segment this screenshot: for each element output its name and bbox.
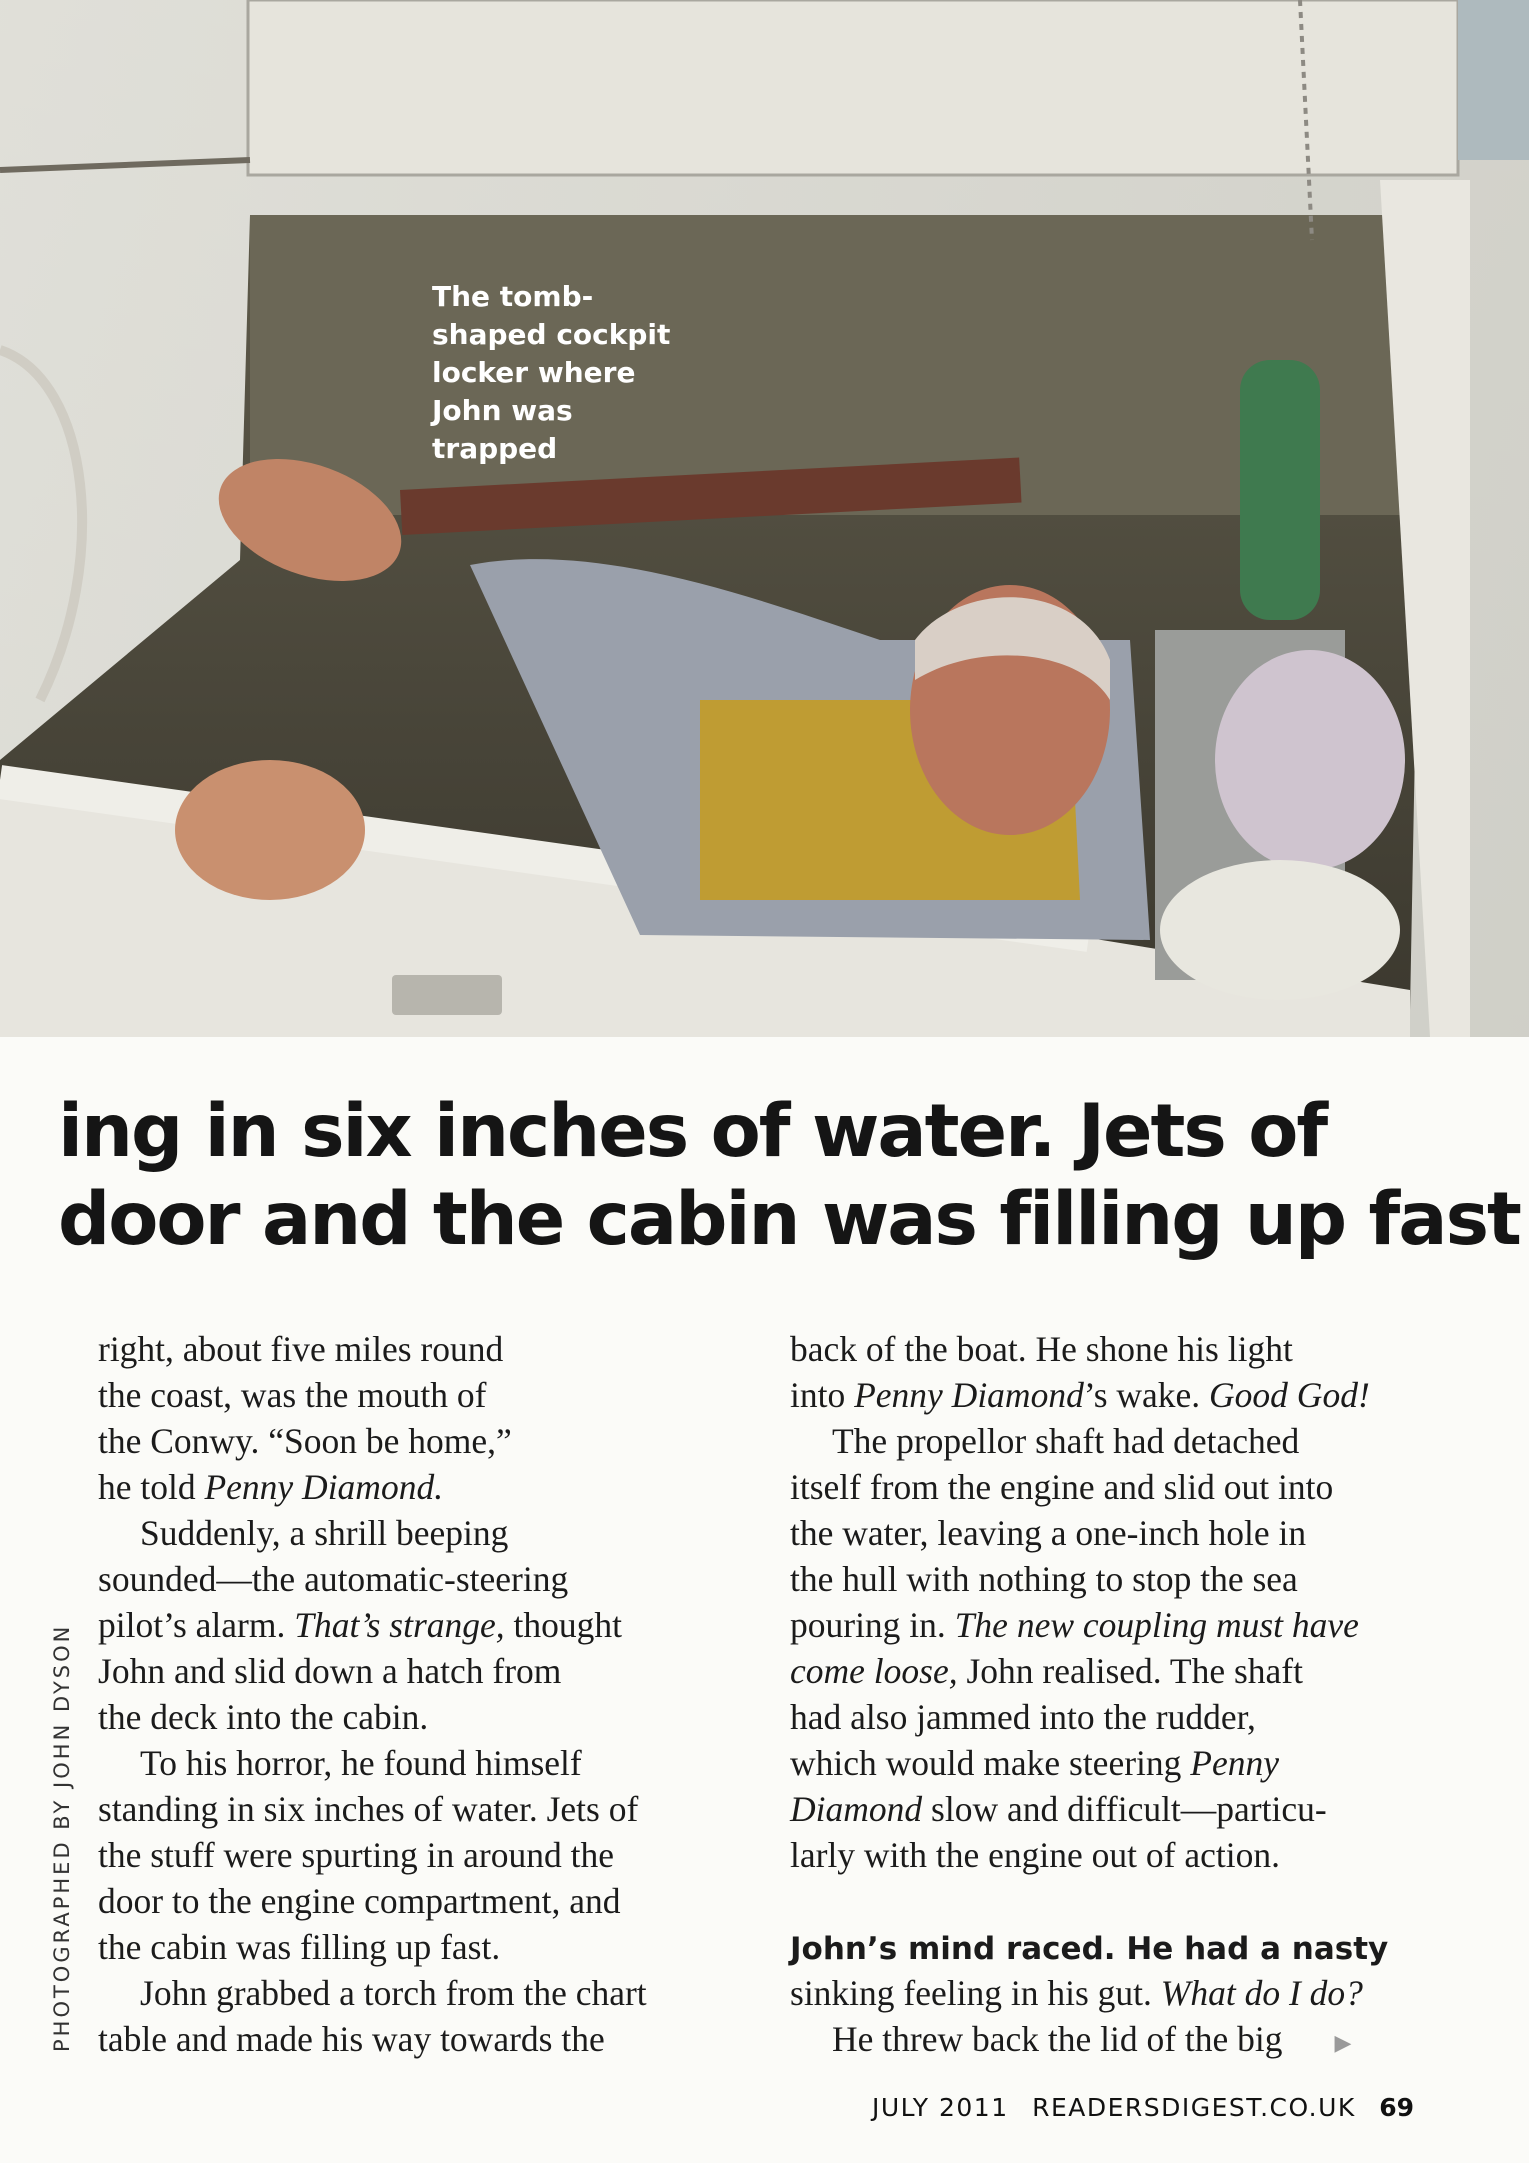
text-segment: the hull with nothing to stop the sea — [790, 1559, 1298, 1599]
text-line — [790, 1924, 1450, 1970]
italic-text: Penny — [1190, 1743, 1279, 1783]
text-line — [98, 1786, 738, 1832]
text-segment: itself from the engine and slid out into — [790, 1467, 1334, 1507]
text-segment: thought — [504, 1605, 622, 1645]
italic-text: Good God! — [1209, 1375, 1370, 1415]
text-segment: ’s wake. — [1083, 1375, 1210, 1415]
cockpit-locker-photo — [0, 0, 1529, 1037]
text-segment: back of the boat. He shone his light — [790, 1329, 1293, 1369]
text-segment: the cabin was filling up fast. — [98, 1927, 501, 1967]
text-segment: the stuff were spurting in around the — [98, 1835, 614, 1875]
text-line — [790, 1786, 1450, 1832]
text-line — [790, 1418, 1450, 1464]
italic-text: come loose, — [790, 1651, 958, 1691]
footer-site: READERSDIGEST.CO.UK — [1032, 2093, 1356, 2122]
run-in-bold: John’s mind raced. He had a nasty — [790, 1931, 1389, 1967]
pull-quote-line: door and the cabin was filling up fast — [58, 1177, 1520, 1262]
text-segment: standing in six inches of water. Jets of — [98, 1789, 639, 1829]
italic-text: What do I do? — [1160, 1973, 1363, 2013]
text-line — [790, 1326, 1450, 1372]
text-line — [790, 1970, 1450, 2016]
text-line — [98, 1510, 738, 1556]
text-line — [98, 1694, 738, 1740]
text-segment: John realised. The shaft — [957, 1651, 1303, 1691]
text-segment: right, about five miles round — [98, 1329, 504, 1369]
text-line — [98, 1418, 738, 1464]
text-line — [790, 1602, 1450, 1648]
text-segment: He threw back the lid of the big — [832, 2019, 1283, 2059]
text-segment: sinking feeling in his gut. — [790, 1973, 1161, 2013]
text-line — [98, 1326, 738, 1372]
pull-quote-line: ing in six inches of water. Jets of — [58, 1089, 1327, 1174]
continue-arrow-icon: ▶ — [1334, 2029, 1352, 2055]
article-column-left — [98, 1326, 738, 2062]
text-line — [790, 1372, 1450, 1418]
text-segment: which would make steering — [790, 1743, 1191, 1783]
italic-text: That’s strange, — [294, 1605, 505, 1645]
text-line — [98, 1740, 738, 1786]
text-line — [790, 1832, 1450, 1878]
article-photo — [0, 0, 1529, 1037]
text-line — [790, 1464, 1450, 1510]
text-line — [98, 1970, 738, 2016]
italic-text: Diamond — [790, 1789, 923, 1829]
text-line — [790, 1878, 1450, 1924]
text-line — [790, 1694, 1450, 1740]
text-line — [790, 1510, 1450, 1556]
text-line — [790, 1556, 1450, 1602]
text-segment: larly with the engine out of action. — [790, 1835, 1280, 1875]
text-segment: slow and difficult—particu- — [922, 1789, 1327, 1829]
text-line — [98, 1648, 738, 1694]
italic-text: Penny Diamond — [854, 1375, 1084, 1415]
pull-quote — [58, 1088, 1520, 1264]
photo-caption: The tomb- shaped cockpit locker where John was trapped — [432, 280, 671, 465]
text-segment: the water, leaving a one-inch hole in — [790, 1513, 1307, 1553]
text-line — [98, 1464, 738, 1510]
text-line — [790, 1740, 1450, 1786]
text-line — [98, 1556, 738, 1602]
text-segment: into — [790, 1375, 855, 1415]
text-segment: The propellor shaft had detached — [832, 1421, 1300, 1461]
text-segment: had also jammed into the rudder, — [790, 1697, 1256, 1737]
text-segment: To his horror, he found himself — [140, 1743, 582, 1783]
text-line — [98, 2016, 738, 2062]
text-segment: door to the engine compartment, and — [98, 1881, 621, 1921]
text-line — [98, 1832, 738, 1878]
text-segment: pouring in. — [790, 1605, 955, 1645]
italic-text: Penny Diamond. — [204, 1467, 444, 1507]
text-line — [98, 1878, 738, 1924]
text-line — [790, 2016, 1450, 2062]
issue-date: JULY 2011 — [872, 2093, 1009, 2122]
text-segment: sounded—the automatic-steering — [98, 1559, 569, 1599]
article-column-right — [790, 1326, 1450, 2062]
text-segment: pilot’s alarm. — [98, 1605, 295, 1645]
italic-text: The new coupling must have — [954, 1605, 1359, 1645]
text-segment: the deck into the cabin. — [98, 1697, 429, 1737]
text-line — [98, 1602, 738, 1648]
text-segment: the Conwy. “Soon be home,” — [98, 1421, 512, 1461]
text-segment: he told — [98, 1467, 205, 1507]
text-segment: John and slid down a hatch from — [98, 1651, 562, 1691]
text-segment: table and made his way towards the — [98, 2019, 605, 2059]
text-line — [98, 1372, 738, 1418]
text-segment: John grabbed a torch from the chart — [140, 1973, 647, 2013]
page-number: 69 — [1379, 2093, 1415, 2122]
text-segment: the coast, was the mouth of — [98, 1375, 487, 1415]
text-line — [790, 1648, 1450, 1694]
page-footer — [872, 2093, 1414, 2122]
photo-credit: PHOTOGRAPHED BY JOHN DYSON — [50, 1623, 74, 2052]
text-line — [98, 1924, 738, 1970]
text-segment: Suddenly, a shrill beeping — [140, 1513, 509, 1553]
